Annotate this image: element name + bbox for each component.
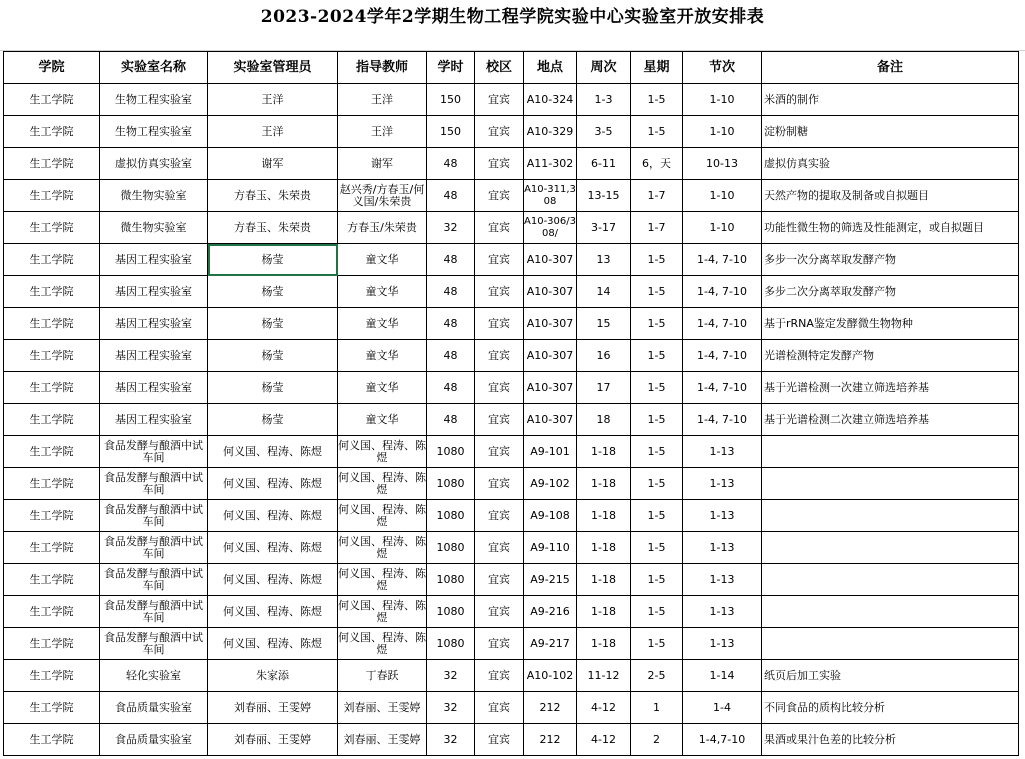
cell-college[interactable]: 生工学院 (4, 596, 100, 628)
cell-lab-admin[interactable]: 何义国、程涛、陈煜 (208, 564, 338, 596)
column-header-college[interactable]: 学院 (4, 52, 100, 84)
cell-lab-name[interactable]: 食品发酵与酿酒中试车间 (100, 596, 208, 628)
cell-college[interactable]: 生工学院 (4, 500, 100, 532)
cell-weeks[interactable]: 4-12 (577, 692, 631, 724)
cell-campus[interactable]: 宜宾 (475, 244, 524, 276)
cell-remarks[interactable] (762, 532, 1019, 564)
cell-location[interactable]: 212 (524, 692, 577, 724)
cell-remarks[interactable]: 基于光谱检测二次建立筛选培养基 (762, 404, 1019, 436)
cell-lab-admin[interactable]: 刘春丽、王雯婷 (208, 692, 338, 724)
cell-weeks[interactable]: 1-3 (577, 84, 631, 116)
cell-periods[interactable]: 1-13 (683, 564, 762, 596)
cell-instructor[interactable]: 何义国、程涛、陈煜 (338, 436, 427, 468)
cell-periods[interactable]: 1-10 (683, 84, 762, 116)
cell-lab-name[interactable]: 基因工程实验室 (100, 244, 208, 276)
cell-weeks[interactable]: 6-11 (577, 148, 631, 180)
cell-hours[interactable]: 150 (427, 84, 475, 116)
cell-weeks[interactable]: 13 (577, 244, 631, 276)
cell-college[interactable]: 生工学院 (4, 308, 100, 340)
cell-weekday[interactable]: 1-5 (631, 596, 683, 628)
cell-periods[interactable]: 1-13 (683, 500, 762, 532)
cell-location[interactable]: A10-329 (524, 116, 577, 148)
cell-campus[interactable]: 宜宾 (475, 628, 524, 660)
cell-weeks[interactable]: 1-18 (577, 532, 631, 564)
cell-campus[interactable]: 宜宾 (475, 276, 524, 308)
cell-periods[interactable]: 1-10 (683, 180, 762, 212)
cell-remarks[interactable]: 米酒的制作 (762, 84, 1019, 116)
cell-lab-name[interactable]: 轻化实验室 (100, 660, 208, 692)
empty-grid-row (0, 34, 1025, 51)
cell-lab-name[interactable]: 食品质量实验室 (100, 692, 208, 724)
cell-weekday[interactable]: 1-5 (631, 532, 683, 564)
cell-weeks[interactable]: 1-18 (577, 564, 631, 596)
column-header-campus[interactable]: 校区 (475, 52, 524, 84)
cell-college[interactable]: 生工学院 (4, 84, 100, 116)
cell-hours[interactable]: 48 (427, 308, 475, 340)
cell-weekday[interactable]: 1 (631, 692, 683, 724)
cell-location[interactable]: A9-217 (524, 628, 577, 660)
cell-weeks[interactable]: 16 (577, 340, 631, 372)
cell-remarks[interactable]: 基于rRNA鉴定发酵微生物物种 (762, 308, 1019, 340)
table-body (4, 84, 1019, 756)
cell-instructor[interactable]: 童文华 (338, 372, 427, 404)
cell-college[interactable]: 生工学院 (4, 148, 100, 180)
cell-periods[interactable]: 1-4, 7-10 (683, 244, 762, 276)
cell-location[interactable]: A10-306/308/ (524, 212, 577, 244)
cell-hours[interactable]: 1080 (427, 628, 475, 660)
cell-location[interactable]: A9-110 (524, 532, 577, 564)
cell-weeks[interactable]: 1-18 (577, 628, 631, 660)
column-header-weekday[interactable]: 星期 (631, 52, 683, 84)
cell-weeks[interactable]: 3-5 (577, 116, 631, 148)
cell-weeks[interactable]: 15 (577, 308, 631, 340)
table-row (4, 308, 1019, 340)
cell-lab-admin[interactable]: 杨莹 (208, 372, 338, 404)
cell-instructor[interactable]: 王洋 (338, 84, 427, 116)
cell-weeks[interactable]: 1-18 (577, 596, 631, 628)
table-row (4, 244, 1019, 276)
cell-college[interactable]: 生工学院 (4, 436, 100, 468)
cell-weekday[interactable]: 1-5 (631, 244, 683, 276)
cell-weekday[interactable]: 1-5 (631, 276, 683, 308)
cell-location[interactable]: A10-307 (524, 276, 577, 308)
cell-instructor[interactable]: 何义国、程涛、陈煜 (338, 596, 427, 628)
cell-location[interactable]: A9-102 (524, 468, 577, 500)
column-header-lab-admin[interactable]: 实验室管理员 (208, 52, 338, 84)
table-row (4, 500, 1019, 532)
cell-lab-name[interactable]: 生物工程实验室 (100, 116, 208, 148)
table-row (4, 436, 1019, 468)
cell-instructor[interactable]: 童文华 (338, 244, 427, 276)
cell-weekday[interactable]: 1-5 (631, 372, 683, 404)
cell-remarks[interactable] (762, 436, 1019, 468)
cell-campus[interactable]: 宜宾 (475, 532, 524, 564)
cell-college[interactable]: 生工学院 (4, 628, 100, 660)
cell-hours[interactable]: 48 (427, 244, 475, 276)
cell-instructor[interactable]: 何义国、程涛、陈煜 (338, 532, 427, 564)
cell-periods[interactable]: 1-13 (683, 532, 762, 564)
table-row (4, 372, 1019, 404)
cell-lab-admin[interactable]: 杨莹 (208, 340, 338, 372)
cell-lab-admin[interactable]: 朱家添 (208, 660, 338, 692)
cell-instructor[interactable]: 刘春丽、王雯婷 (338, 692, 427, 724)
table-row (4, 340, 1019, 372)
cell-campus[interactable]: 宜宾 (475, 468, 524, 500)
cell-location[interactable]: A10-307 (524, 372, 577, 404)
cell-instructor[interactable]: 方春玉/朱荣贵 (338, 212, 427, 244)
cell-periods[interactable]: 1-4, 7-10 (683, 308, 762, 340)
cell-campus[interactable]: 宜宾 (475, 180, 524, 212)
cell-instructor[interactable]: 赵兴秀/方春玉/何义国/朱荣贵 (338, 180, 427, 212)
cell-location[interactable]: A10-307 (524, 404, 577, 436)
cell-lab-name[interactable]: 虚拟仿真实验室 (100, 148, 208, 180)
cell-weekday[interactable]: 1-7 (631, 212, 683, 244)
cell-hours[interactable]: 48 (427, 372, 475, 404)
cell-location[interactable]: A10-102 (524, 660, 577, 692)
cell-hours[interactable]: 1080 (427, 468, 475, 500)
table-row (4, 692, 1019, 724)
cell-periods[interactable]: 1-4, 7-10 (683, 372, 762, 404)
column-header-lab-name[interactable]: 实验室名称 (100, 52, 208, 84)
cell-lab-admin[interactable]: 杨莹 (208, 404, 338, 436)
cell-periods[interactable]: 1-14 (683, 660, 762, 692)
cell-instructor[interactable]: 何义国、程涛、陈煜 (338, 468, 427, 500)
cell-instructor[interactable]: 刘春丽、王雯婷 (338, 724, 427, 756)
cell-lab-name[interactable]: 生物工程实验室 (100, 84, 208, 116)
cell-periods[interactable]: 1-13 (683, 436, 762, 468)
cell-hours[interactable]: 32 (427, 692, 475, 724)
cell-remarks[interactable] (762, 500, 1019, 532)
cell-college[interactable]: 生工学院 (4, 724, 100, 756)
cell-college[interactable]: 生工学院 (4, 372, 100, 404)
cell-remarks[interactable]: 多步二次分离萃取发酵产物 (762, 276, 1019, 308)
cell-campus[interactable]: 宜宾 (475, 436, 524, 468)
cell-weekday[interactable]: 2 (631, 724, 683, 756)
cell-campus[interactable]: 宜宾 (475, 84, 524, 116)
column-header-instructor[interactable]: 指导教师 (338, 52, 427, 84)
cell-campus[interactable]: 宜宾 (475, 500, 524, 532)
cell-periods[interactable]: 1-4,7-10 (683, 724, 762, 756)
cell-lab-admin[interactable]: 何义国、程涛、陈煜 (208, 532, 338, 564)
table-row (4, 212, 1019, 244)
cell-lab-admin[interactable]: 方春玉、朱荣贵 (208, 212, 338, 244)
cell-lab-admin[interactable]: 杨莹 (208, 308, 338, 340)
cell-hours[interactable]: 1080 (427, 500, 475, 532)
cell-college[interactable]: 生工学院 (4, 116, 100, 148)
cell-lab-name[interactable]: 食品发酵与酿酒中试车间 (100, 628, 208, 660)
cell-periods[interactable]: 1-13 (683, 596, 762, 628)
cell-lab-name[interactable]: 食品发酵与酿酒中试车间 (100, 532, 208, 564)
cell-lab-name[interactable]: 食品质量实验室 (100, 724, 208, 756)
cell-weekday[interactable]: 1-5 (631, 116, 683, 148)
cell-lab-admin[interactable]: 杨莹 (208, 276, 338, 308)
cell-campus[interactable]: 宜宾 (475, 340, 524, 372)
cell-campus[interactable]: 宜宾 (475, 148, 524, 180)
cell-lab-name[interactable]: 基因工程实验室 (100, 404, 208, 436)
cell-instructor[interactable]: 童文华 (338, 308, 427, 340)
table-row (4, 84, 1019, 116)
cell-periods[interactable]: 1-4, 7-10 (683, 404, 762, 436)
table-row (4, 116, 1019, 148)
cell-weekday[interactable]: 1-5 (631, 436, 683, 468)
cell-instructor[interactable]: 王洋 (338, 116, 427, 148)
cell-weekday[interactable]: 1-5 (631, 628, 683, 660)
cell-location[interactable]: A10-307 (524, 308, 577, 340)
cell-hours[interactable]: 48 (427, 276, 475, 308)
cell-location[interactable]: A9-101 (524, 436, 577, 468)
table-row (4, 724, 1019, 756)
cell-weeks[interactable]: 18 (577, 404, 631, 436)
cell-lab-admin[interactable]: 王洋 (208, 84, 338, 116)
table-row (4, 276, 1019, 308)
cell-campus[interactable]: 宜宾 (475, 724, 524, 756)
cell-weekday[interactable]: 1-7 (631, 180, 683, 212)
cell-hours[interactable]: 1080 (427, 564, 475, 596)
cell-lab-name[interactable]: 食品发酵与酿酒中试车间 (100, 468, 208, 500)
cell-weekday[interactable]: 1-5 (631, 84, 683, 116)
cell-weeks[interactable]: 1-18 (577, 436, 631, 468)
cell-location[interactable]: A10-311,308 (524, 180, 577, 212)
cell-hours[interactable]: 32 (427, 724, 475, 756)
cell-hours[interactable]: 150 (427, 116, 475, 148)
cell-college[interactable]: 生工学院 (4, 532, 100, 564)
cell-periods[interactable]: 1-13 (683, 628, 762, 660)
cell-lab-name[interactable]: 基因工程实验室 (100, 372, 208, 404)
cell-hours[interactable]: 1080 (427, 532, 475, 564)
cell-lab-admin[interactable]: 何义国、程涛、陈煜 (208, 436, 338, 468)
cell-weeks[interactable]: 13-15 (577, 180, 631, 212)
column-header-hours[interactable]: 学时 (427, 52, 475, 84)
cell-weekday[interactable]: 6，天 (631, 148, 683, 180)
cell-weeks[interactable]: 1-18 (577, 500, 631, 532)
cell-remarks[interactable] (762, 468, 1019, 500)
cell-campus[interactable]: 宜宾 (475, 692, 524, 724)
cell-lab-name[interactable]: 食品发酵与酿酒中试车间 (100, 500, 208, 532)
cell-lab-admin[interactable]: 何义国、程涛、陈煜 (208, 500, 338, 532)
cell-remarks[interactable]: 多步一次分离萃取发酵产物 (762, 244, 1019, 276)
cell-remarks[interactable]: 淀粉制糖 (762, 116, 1019, 148)
cell-remarks[interactable] (762, 628, 1019, 660)
table-row (4, 532, 1019, 564)
cell-campus[interactable]: 宜宾 (475, 308, 524, 340)
table-row (4, 628, 1019, 660)
cell-instructor[interactable]: 何义国、程涛、陈煜 (338, 500, 427, 532)
cell-hours[interactable]: 48 (427, 404, 475, 436)
cell-location[interactable]: A10-307 (524, 340, 577, 372)
cell-lab-name[interactable]: 基因工程实验室 (100, 340, 208, 372)
cell-location[interactable]: A11-302 (524, 148, 577, 180)
table-row (4, 180, 1019, 212)
cell-campus[interactable]: 宜宾 (475, 660, 524, 692)
schedule-table (3, 51, 1019, 756)
cell-periods[interactable]: 1-4, 7-10 (683, 340, 762, 372)
cell-weekday[interactable]: 1-5 (631, 500, 683, 532)
cell-college[interactable]: 生工学院 (4, 468, 100, 500)
table-row (4, 660, 1019, 692)
cell-lab-admin[interactable]: 刘春丽、王雯婷 (208, 724, 338, 756)
cell-instructor[interactable]: 童文华 (338, 276, 427, 308)
cell-weeks[interactable]: 11-12 (577, 660, 631, 692)
cell-lab-admin[interactable]: 杨莹 (208, 244, 338, 276)
cell-campus[interactable]: 宜宾 (475, 116, 524, 148)
cell-lab-name[interactable]: 基因工程实验室 (100, 308, 208, 340)
cell-campus[interactable]: 宜宾 (475, 596, 524, 628)
cell-location[interactable]: A9-108 (524, 500, 577, 532)
column-header-location[interactable]: 地点 (524, 52, 577, 84)
cell-lab-name[interactable]: 微生物实验室 (100, 212, 208, 244)
cell-lab-admin[interactable]: 方春玉、朱荣贵 (208, 180, 338, 212)
cell-hours[interactable]: 1080 (427, 596, 475, 628)
table-row (4, 468, 1019, 500)
cell-college[interactable]: 生工学院 (4, 212, 100, 244)
column-header-periods[interactable]: 节次 (683, 52, 762, 84)
cell-weekday[interactable]: 1-5 (631, 404, 683, 436)
cell-location[interactable]: 212 (524, 724, 577, 756)
cell-weekday[interactable]: 1-5 (631, 340, 683, 372)
cell-hours[interactable]: 1080 (427, 436, 475, 468)
cell-remarks[interactable] (762, 564, 1019, 596)
cell-periods[interactable]: 1-13 (683, 468, 762, 500)
cell-location[interactable]: A10-324 (524, 84, 577, 116)
cell-location[interactable]: A10-307 (524, 244, 577, 276)
cell-periods[interactable]: 10-13 (683, 148, 762, 180)
cell-campus[interactable]: 宜宾 (475, 564, 524, 596)
cell-college[interactable]: 生工学院 (4, 276, 100, 308)
cell-remarks[interactable] (762, 596, 1019, 628)
cell-college[interactable]: 生工学院 (4, 564, 100, 596)
sheet-title[interactable]: 2023-2024学年2学期生物工程学院实验中心实验室开放安排表 (260, 7, 765, 27)
cell-hours[interactable]: 32 (427, 212, 475, 244)
cell-lab-name[interactable]: 食品发酵与酿酒中试车间 (100, 436, 208, 468)
cell-hours[interactable]: 48 (427, 148, 475, 180)
table-row (4, 564, 1019, 596)
table-row (4, 404, 1019, 436)
cell-instructor[interactable]: 谢军 (338, 148, 427, 180)
cell-hours[interactable]: 32 (427, 660, 475, 692)
cell-periods[interactable]: 1-10 (683, 212, 762, 244)
cell-remarks[interactable]: 基于光谱检测一次建立筛选培养基 (762, 372, 1019, 404)
cell-weekday[interactable]: 2-5 (631, 660, 683, 692)
cell-college[interactable]: 生工学院 (4, 244, 100, 276)
cell-weekday[interactable]: 1-5 (631, 468, 683, 500)
cell-location[interactable]: A9-216 (524, 596, 577, 628)
cell-campus[interactable]: 宜宾 (475, 404, 524, 436)
cell-campus[interactable]: 宜宾 (475, 372, 524, 404)
cell-weeks[interactable]: 1-18 (577, 468, 631, 500)
cell-lab-name[interactable]: 食品发酵与酿酒中试车间 (100, 564, 208, 596)
header-row (4, 52, 1019, 84)
table-row (4, 596, 1019, 628)
cell-instructor[interactable]: 童文华 (338, 340, 427, 372)
column-header-weeks[interactable]: 周次 (577, 52, 631, 84)
cell-instructor[interactable]: 何义国、程涛、陈煜 (338, 628, 427, 660)
cell-campus[interactable]: 宜宾 (475, 212, 524, 244)
cell-remarks[interactable]: 光谱检测特定发酵产物 (762, 340, 1019, 372)
cell-periods[interactable]: 1-4, 7-10 (683, 276, 762, 308)
cell-remarks[interactable]: 纸页后加工实验 (762, 660, 1019, 692)
cell-lab-name[interactable]: 基因工程实验室 (100, 276, 208, 308)
cell-weekday[interactable]: 1-5 (631, 308, 683, 340)
cell-periods[interactable]: 1-10 (683, 116, 762, 148)
cell-weeks[interactable]: 4-12 (577, 724, 631, 756)
cell-lab-admin[interactable]: 谢军 (208, 148, 338, 180)
column-header-remarks[interactable]: 备注 (762, 52, 1019, 84)
cell-remarks[interactable]: 果酒或果汁色差的比较分析 (762, 724, 1019, 756)
cell-weeks[interactable]: 14 (577, 276, 631, 308)
cell-college[interactable]: 生工学院 (4, 180, 100, 212)
cell-remarks[interactable]: 功能性微生物的筛选及性能测定，或自拟题目 (762, 212, 1019, 244)
cell-remarks[interactable]: 虚拟仿真实验 (762, 148, 1019, 180)
cell-lab-admin[interactable]: 何义国、程涛、陈煜 (208, 628, 338, 660)
cell-weeks[interactable]: 17 (577, 372, 631, 404)
cell-hours[interactable]: 48 (427, 340, 475, 372)
cell-college[interactable]: 生工学院 (4, 340, 100, 372)
table-row (4, 148, 1019, 180)
cell-instructor[interactable]: 何义国、程涛、陈煜 (338, 564, 427, 596)
cell-weekday[interactable]: 1-5 (631, 564, 683, 596)
cell-instructor[interactable]: 童文华 (338, 404, 427, 436)
cell-periods[interactable]: 1-4 (683, 692, 762, 724)
cell-college[interactable]: 生工学院 (4, 404, 100, 436)
cell-college[interactable]: 生工学院 (4, 660, 100, 692)
cell-location[interactable]: A9-215 (524, 564, 577, 596)
cell-lab-name[interactable]: 微生物实验室 (100, 180, 208, 212)
cell-college[interactable]: 生工学院 (4, 692, 100, 724)
cell-lab-admin[interactable]: 何义国、程涛、陈煜 (208, 468, 338, 500)
cell-hours[interactable]: 48 (427, 180, 475, 212)
cell-instructor[interactable]: 丁春跃 (338, 660, 427, 692)
cell-remarks[interactable]: 不同食品的质构比较分析 (762, 692, 1019, 724)
cell-lab-admin[interactable]: 何义国、程涛、陈煜 (208, 596, 338, 628)
cell-lab-admin[interactable]: 王洋 (208, 116, 338, 148)
cell-remarks[interactable]: 天然产物的提取及制备或自拟题目 (762, 180, 1019, 212)
cell-weeks[interactable]: 3-17 (577, 212, 631, 244)
